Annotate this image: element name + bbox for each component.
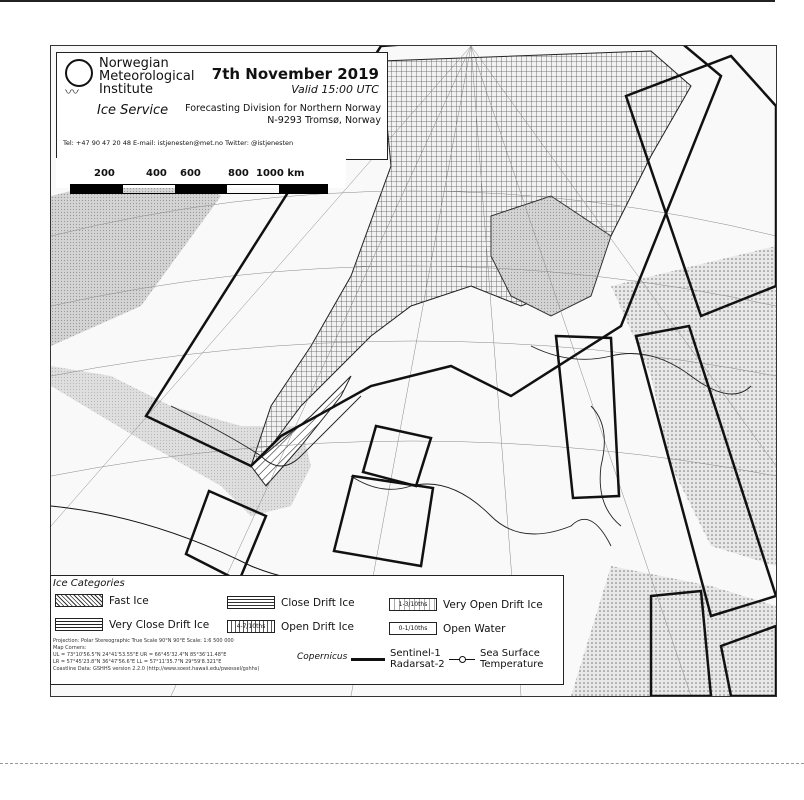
valid-time: Valid 15:00 UTC [291, 83, 379, 96]
scale-bar [70, 184, 328, 194]
copernicus-logo: Copernicus [297, 652, 348, 662]
open-water-swatch: 0-1/10ths [389, 622, 437, 635]
sst-line-icon [449, 659, 475, 660]
footprint-line-icon [351, 658, 385, 661]
projection-info: Projection: Polar Stereographic True Scale 90°N 90°E Scale: 1:6 500 000 Map Corners: UL = 73°10'56.5"N 24°41'53.55"E UR = 66°45'32.4"N 85°36'11.48"E LR = 57°45'23.8"N 36°47'56.6"E LL = 57°11'35.7"N 29°59'8.321"E Coastline Data: GSHHS version 2.2.0 (http://www.soest.hawaii.edu/pwessel/gshhs) [53, 638, 260, 672]
very-close-drift-ice-swatch [55, 618, 103, 631]
scale-label: 200 [94, 168, 115, 179]
open-drift-ice-swatch: 4-7/10ths [227, 620, 275, 633]
legend-item-open-drift-ice: 4-7/10ths Open Drift Ice [227, 620, 354, 633]
contact-info: Tel: +47 90 47 20 48 E-mail: istjenesten@met.no Twitter: @istjenesten [63, 139, 294, 147]
legend-item-close-drift-ice: Close Drift Ice [227, 596, 355, 609]
ice-legend [50, 575, 564, 685]
page-bottom-rule [0, 763, 804, 764]
very-open-drift-ice-swatch: 1-3/10ths [389, 598, 437, 611]
met-institute-logo-icon [65, 59, 93, 87]
scale-label: 1000 km [256, 168, 305, 179]
division-address: Forecasting Division for Northern Norway N-9293 Tromsø, Norway [185, 103, 381, 126]
legend-item-open-water: 0-1/10ths Open Water [389, 622, 505, 635]
legend-item-very-close-drift-ice: Very Close Drift Ice [55, 618, 209, 631]
legend-item-sea-surface-temperature: Sea Surface Temperature [449, 648, 543, 670]
issue-date: 7th November 2019 [211, 65, 379, 83]
scale-segment [71, 185, 123, 193]
legend-title: Ice Categories [53, 578, 125, 589]
service-name: Ice Service [97, 103, 169, 118]
page-top-rule [0, 0, 775, 2]
scale-label: 800 [228, 168, 249, 179]
scale-label: 400 [146, 168, 167, 179]
fast-ice-swatch [55, 594, 103, 607]
legend-item-sentinel-radarsat: Sentinel-1 Radarsat-2 [351, 648, 445, 670]
wave-icon: 〰 [65, 85, 79, 101]
chart-header [56, 52, 388, 160]
scale-segment [279, 185, 327, 193]
scale-segment [175, 185, 227, 193]
institute-name: Norwegian Meteorological Institute [99, 56, 195, 97]
scale-label: 600 [180, 168, 201, 179]
close-drift-ice-swatch [227, 596, 275, 609]
legend-item-fast-ice: Fast Ice [55, 594, 149, 607]
legend-item-very-open-drift-ice: 1-3/10ths Very Open Drift Ice [389, 598, 543, 611]
scale-bar-box [56, 158, 346, 188]
